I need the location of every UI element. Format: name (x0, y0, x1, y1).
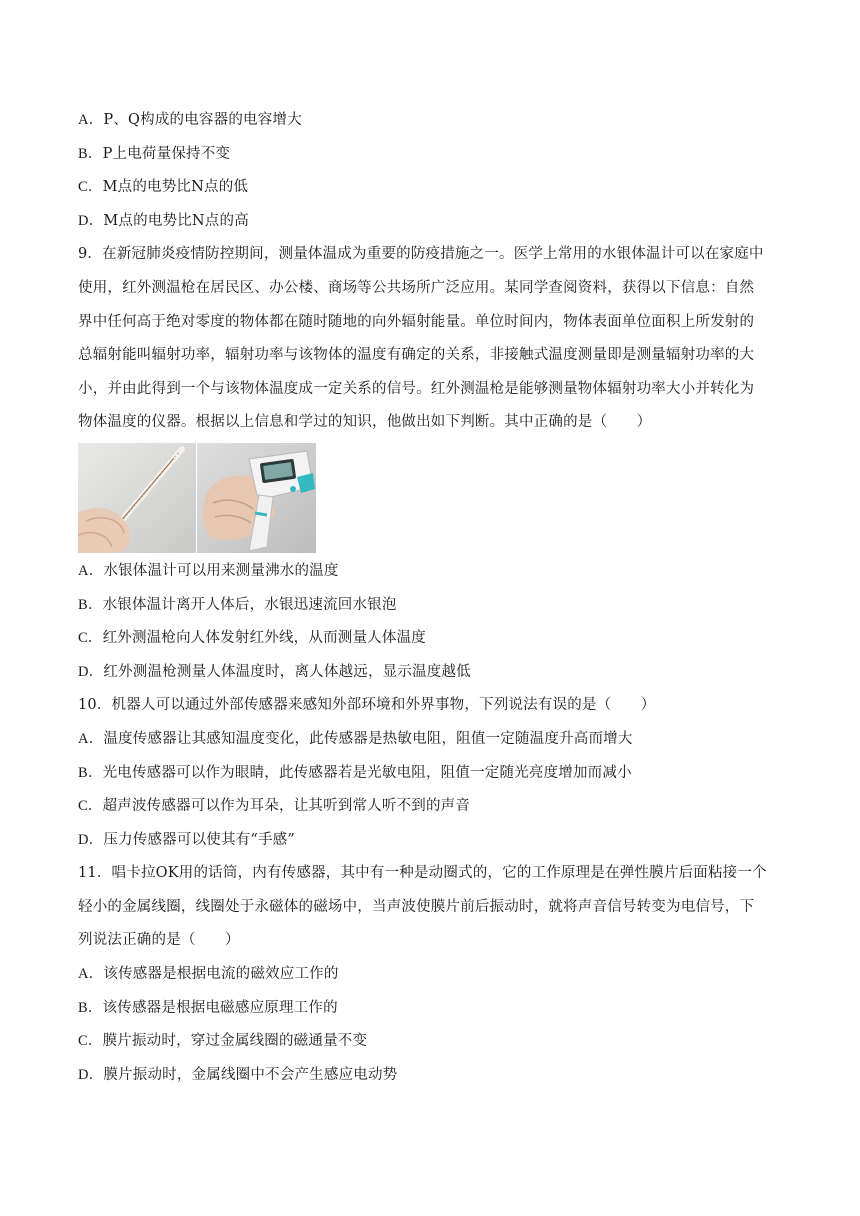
q8-option-d (78, 211, 790, 231)
q9-stem-line: 小，并由此得到一个与该物体温度成一定关系的信号。红外测温枪是能够测量物体辐射功率大小并转化为 (78, 380, 755, 397)
option-letter: D． (78, 1066, 104, 1083)
q10-option-a (78, 729, 790, 749)
q10-option-d (78, 830, 790, 850)
option-text: 该传感器是根据电磁感应原理工作的 (102, 999, 338, 1016)
option-letter: C． (78, 1033, 103, 1050)
option-text: 水银体温计离开人体后，水银迅速流回水银泡 (102, 596, 397, 613)
option-text: 压力传感器可以使其有“手感” (103, 831, 295, 848)
q11-stem-line: 11．唱卡拉OK用的话筒，内有传感器，其中有一种是动圈式的，它的工作原理是在弹性膜片后面粘接一个 (78, 865, 767, 882)
option-letter: A． (78, 966, 104, 983)
option-letter: A． (78, 562, 104, 579)
option-text: P上电荷量保持不变 (102, 145, 231, 162)
exam-content (78, 110, 790, 1098)
option-letter: B． (78, 764, 103, 781)
q11-stem-line: 列说法正确的是（ ） (78, 932, 240, 949)
q9-option-d (78, 662, 790, 682)
option-letter: D． (78, 212, 104, 229)
option-letter: D． (78, 831, 104, 848)
option-letter: C． (78, 179, 103, 196)
option-letter: C． (78, 798, 103, 815)
option-text: 红外测温枪向人体发射红外线，从而测量人体温度 (102, 630, 426, 647)
option-letter: B． (78, 596, 103, 613)
q10-option-c (78, 796, 790, 816)
option-letter: A． (78, 112, 104, 128)
option-letter: A． (78, 730, 104, 747)
option-text: 光电传感器可以作为眼睛，此传感器若是光敏电阻，阻值一定随光亮度增加而减小 (102, 764, 632, 781)
q11-option-c (78, 1031, 790, 1051)
option-text: 温度传感器让其感知温度变化，此传感器是热敏电阻，阻值一定随温度升高而增大 (103, 730, 633, 747)
option-letter: C． (78, 630, 103, 647)
q8-option-a (78, 110, 790, 130)
thermometer-photos (78, 443, 316, 553)
q9-stem-line: 总辐射能叫辐射功率，辐射功率与该物体的温度有确定的关系，非接触式温度测量即是测量辐射功率的大 (78, 347, 755, 364)
q9-stem-line: 9．在新冠肺炎疫情防控期间，测量体温成为重要的防疫措施之一。医学上常用的水银体温计可以在家庭中 (78, 246, 764, 263)
q9-option-c (78, 628, 790, 648)
q9-option-a (78, 561, 790, 581)
q8-option-c (78, 177, 790, 197)
option-text: 超声波传感器可以作为耳朵，让其听到常人听不到的声音 (102, 798, 471, 815)
infrared-thermometer-photo (197, 443, 316, 553)
option-text: M点的电势比N点的高 (103, 212, 249, 229)
option-text: 膜片振动时，金属线圈中不会产生感应电动势 (103, 1066, 398, 1083)
q11-stem-line: 轻小的金属线圈，线圈处于永磁体的磁场中，当声波使膜片前后振动时，就将声音信号转变为电信号，下 (78, 898, 755, 915)
q9-option-b (78, 595, 790, 615)
option-letter: D． (78, 663, 104, 680)
option-text: M点的电势比N点的低 (102, 179, 249, 196)
option-letter: B． (78, 999, 103, 1016)
option-text: P、Q构成的电容器的电容增大 (103, 112, 302, 128)
option-text: 膜片振动时，穿过金属线圈的磁通量不变 (102, 1033, 368, 1050)
q10-stem-line: 10．机器人可以通过外部传感器来感知外部环境和外界事物，下列说法有误的是（ ） (78, 697, 656, 714)
q9-stem-line: 界中任何高于绝对零度的物体都在随时随地的向外辐射能量。单位时间内，物体表面单位面积上所发射的 (78, 313, 755, 330)
q11-option-b (78, 998, 790, 1018)
q8-option-b (78, 144, 790, 164)
option-text: 水银体温计可以用来测量沸水的温度 (103, 562, 339, 579)
q9-stem-line: 使用，红外测温枪在居民区、办公楼、商场等公共场所广泛应用。某同学查阅资料，获得以下信息：自然 (78, 279, 755, 296)
q9-stem-line: 物体温度的仪器。根据以上信息和学过的知识，他做出如下判断。其中正确的是（ ） (78, 414, 652, 431)
mercury-thermometer-photo (78, 443, 196, 553)
q10-option-b (78, 763, 790, 783)
option-letter: B． (78, 145, 103, 162)
option-text: 该传感器是根据电流的磁效应工作的 (103, 966, 339, 983)
q11-option-a (78, 964, 790, 984)
option-text: 红外测温枪测量人体温度时，离人体越远，显示温度越低 (103, 663, 471, 680)
q11-option-d (78, 1065, 790, 1085)
